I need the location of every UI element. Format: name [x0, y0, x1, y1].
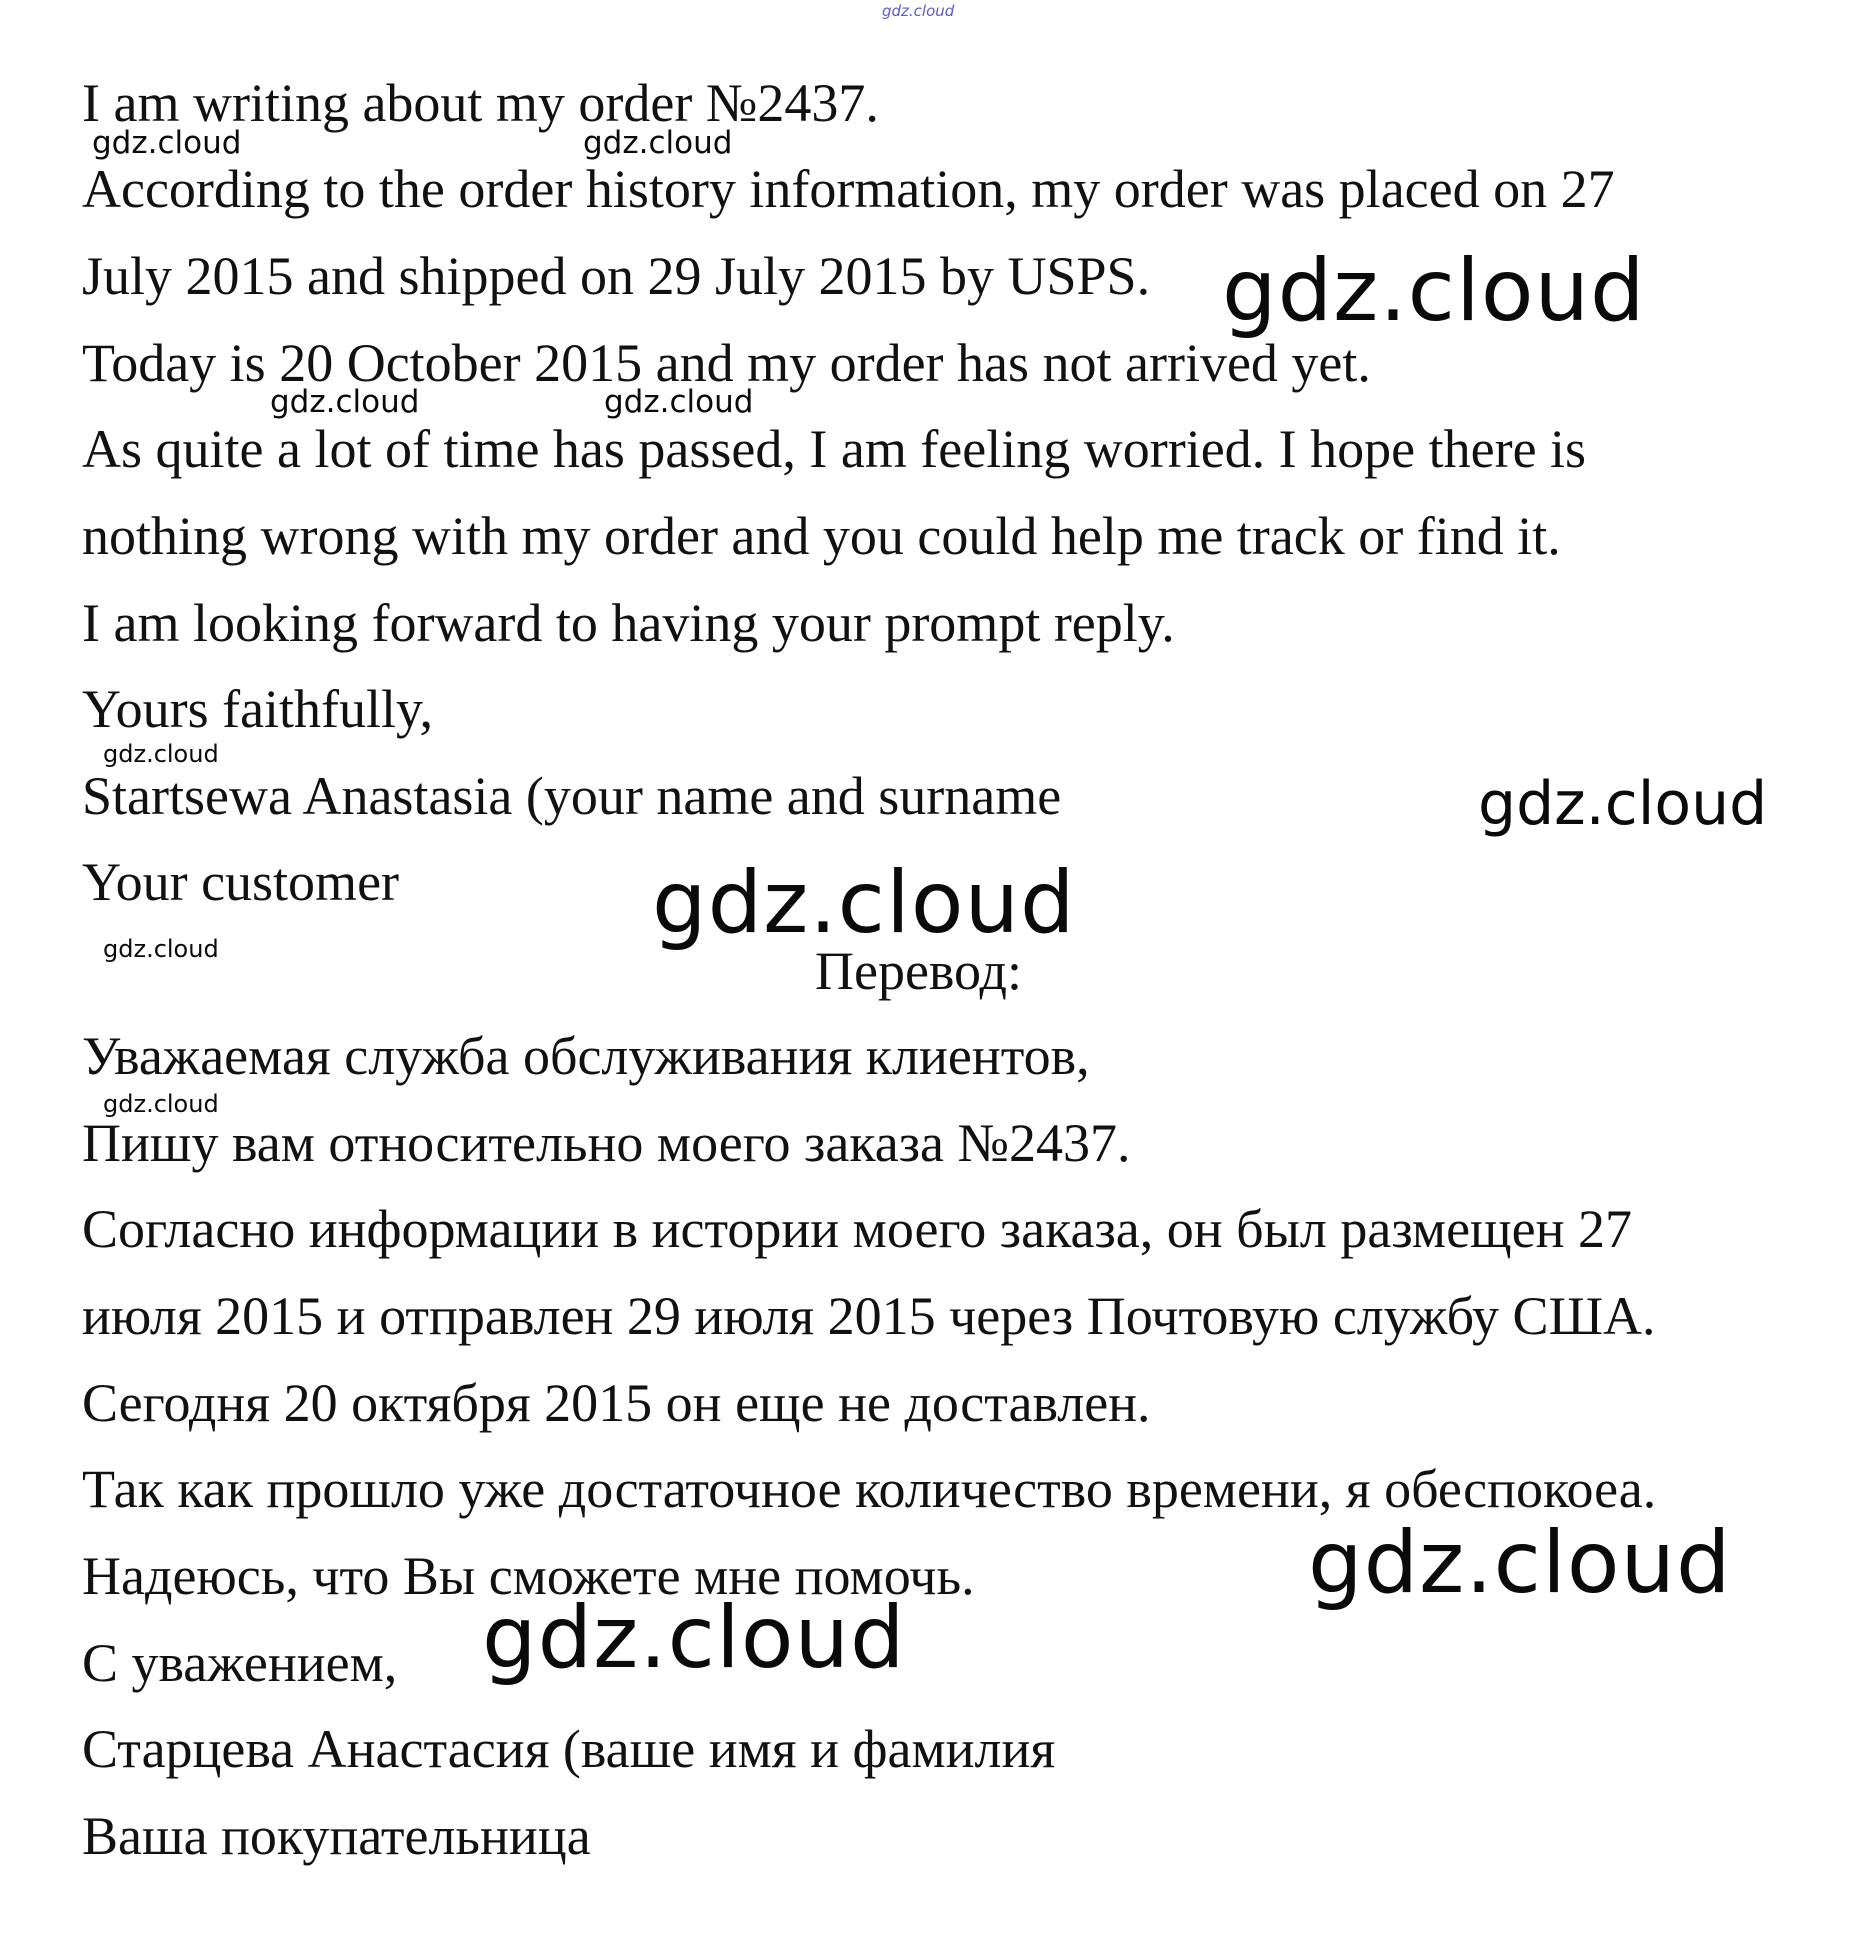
translation-line-1: Пишу вам относительно моего заказа №2437.	[82, 1113, 1131, 1173]
watermark-logo: gdz.cloud	[270, 384, 420, 420]
watermark-logo: gdz.cloud	[92, 125, 242, 161]
translation-greeting: Уважаемая служба обслуживания клиентов,	[82, 1026, 1090, 1086]
letter-en-closing: Yours faithfully,	[82, 679, 434, 739]
translation-heading: Перевод:	[815, 941, 1022, 1001]
watermark-logo: gdz.cloud	[103, 740, 219, 768]
letter-en-line-1: I am writing about my order №2437.	[82, 73, 879, 133]
letter-en-line-4: Today is 20 October 2015 and my order has not arrived yet.	[82, 333, 1371, 393]
translation-line-2: Согласно информации в истории моего заказа, он был размещен 27	[82, 1199, 1632, 1259]
watermark-logo: gdz.cloud	[1308, 1513, 1732, 1613]
watermark-logo: gdz.cloud	[652, 853, 1076, 953]
letter-en-signoff: Your customer	[82, 852, 400, 912]
watermark-logo: gdz.cloud	[583, 125, 733, 161]
watermark-logo: gdz.cloud	[1222, 241, 1646, 341]
letter-en-line-6: nothing wrong with my order and you could help me track or find it.	[82, 506, 1561, 566]
watermark-logo: gdz.cloud	[604, 384, 754, 420]
translation-line-6: Надеюсь, что Вы сможете мне помочь.	[82, 1546, 975, 1606]
translation-closing: С уважением,	[82, 1633, 398, 1693]
letter-en-line-7: I am looking forward to having your prompt reply.	[82, 593, 1175, 653]
letter-en-signature: Startsewa Anastasia (your name and surname	[82, 766, 1062, 826]
translation-line-4: Сегодня 20 октября 2015 он еще не доставлен.	[82, 1373, 1151, 1433]
watermark-logo: gdz.cloud	[103, 1090, 219, 1118]
letter-en-line-3: July 2015 and shipped on 29 July 2015 by USPS.	[82, 246, 1151, 306]
translation-signature: Старцева Анастасия (ваше имя и фамилия	[82, 1719, 1056, 1779]
watermark-logo: gdz.cloud	[482, 1588, 906, 1688]
translation-line-3: июля 2015 и отправлен 29 июля 2015 через Почтовую службу США.	[82, 1286, 1656, 1346]
watermark-logo: gdz.cloud	[882, 2, 955, 20]
translation-line-5: Так как прошло уже достаточное количество времени, я обеспокоеа.	[82, 1459, 1657, 1519]
watermark-logo: gdz.cloud	[1478, 769, 1768, 839]
watermark-logo: gdz.cloud	[103, 935, 219, 963]
letter-en-line-2: According to the order history information, my order was placed on 27	[82, 159, 1615, 219]
letter-en-line-5: As quite a lot of time has passed, I am feeling worried. I hope there is	[82, 419, 1587, 479]
translation-signoff: Ваша покупательница	[82, 1806, 591, 1866]
